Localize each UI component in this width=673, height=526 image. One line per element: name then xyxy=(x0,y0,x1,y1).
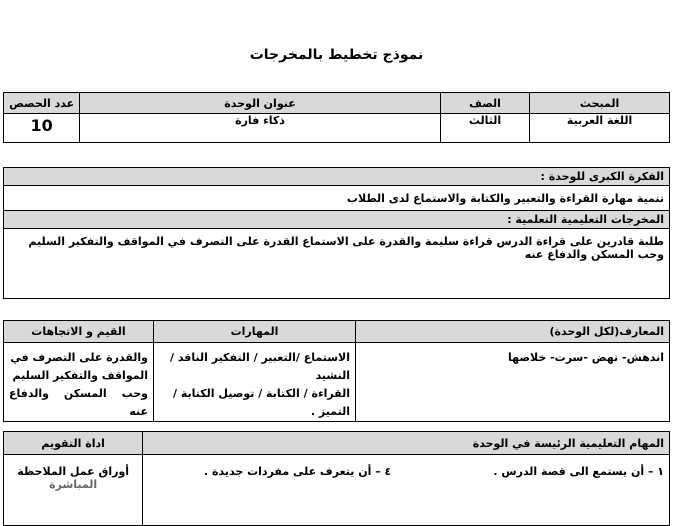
values-line: المواقف والتفكير السليم xyxy=(12,369,148,382)
skills-cell xyxy=(154,343,356,422)
subject-label: المبحث xyxy=(530,93,670,114)
count-value: 10 xyxy=(4,114,80,143)
task-item: ١ – أن يستمع الى قصة الدرس . xyxy=(493,465,664,478)
values-line: والقدرة على التصرف في xyxy=(10,351,148,364)
tasks-label: المهام التعليمية الرئيسة في الوحدة xyxy=(143,432,670,455)
task-row xyxy=(204,465,664,478)
eval-label: اداة التقويم xyxy=(4,432,143,455)
knowledge-label: المعارف(لكل الوحدة) xyxy=(356,321,670,343)
values-label: القيم و الاتجاهات xyxy=(4,321,154,343)
eval-cell xyxy=(4,455,143,526)
tasks-table xyxy=(3,431,670,526)
values-cell xyxy=(4,343,154,422)
tasks-cell xyxy=(143,455,670,526)
info-table xyxy=(3,92,670,143)
big-idea-label: الفكرة الكبرى للوحدة : xyxy=(4,168,670,186)
skills-label: المهارات xyxy=(154,321,356,343)
outcomes-label: المخرجات التعليمية التعلمية : xyxy=(4,211,670,229)
subject-value: اللغة العربية xyxy=(530,114,670,143)
grade-label: الصف xyxy=(440,93,529,114)
big-idea-text: تنمية مهارة القراءة والتعبير والكتابة والاستماع لدى الطلاب xyxy=(4,186,670,211)
unit-label: عنوان الوحدة xyxy=(80,93,441,114)
knowledge-text: اندهش- نهض -سرت- خلاصها xyxy=(507,351,664,364)
knowledge-cell xyxy=(356,343,670,422)
matrix-table xyxy=(3,320,670,422)
page-title: نموذج تخطيط بالمخرجات xyxy=(249,47,424,63)
count-label: عدد الحصص xyxy=(4,93,80,114)
eval-line: أوراق عمل الملاحظة xyxy=(17,465,130,478)
idea-outcomes-table xyxy=(3,167,670,299)
eval-line: المباشرة xyxy=(49,478,98,491)
unit-value: ذكاء فارة xyxy=(80,114,441,143)
task-item: ٤ – أن يتعرف على مفردات جديدة . xyxy=(204,465,392,478)
skills-line: الاستماع /التعبير / التفكير الناقد /النشيد xyxy=(169,351,350,382)
values-line: وحب المسكن والدفاع عنه xyxy=(9,387,148,418)
grade-value: الثالث xyxy=(440,114,529,143)
outcomes-text: طلبة قادرين على قراءة الدرس قراءة سليمة والقدرة على الاستماع القدرة على التصرف في المواقف والتفكير السليم وحب المسكن والدفاع عنه xyxy=(4,229,670,299)
skills-line: القراءة / الكتابة / توصيل الكتابة /التميز . xyxy=(173,387,350,418)
